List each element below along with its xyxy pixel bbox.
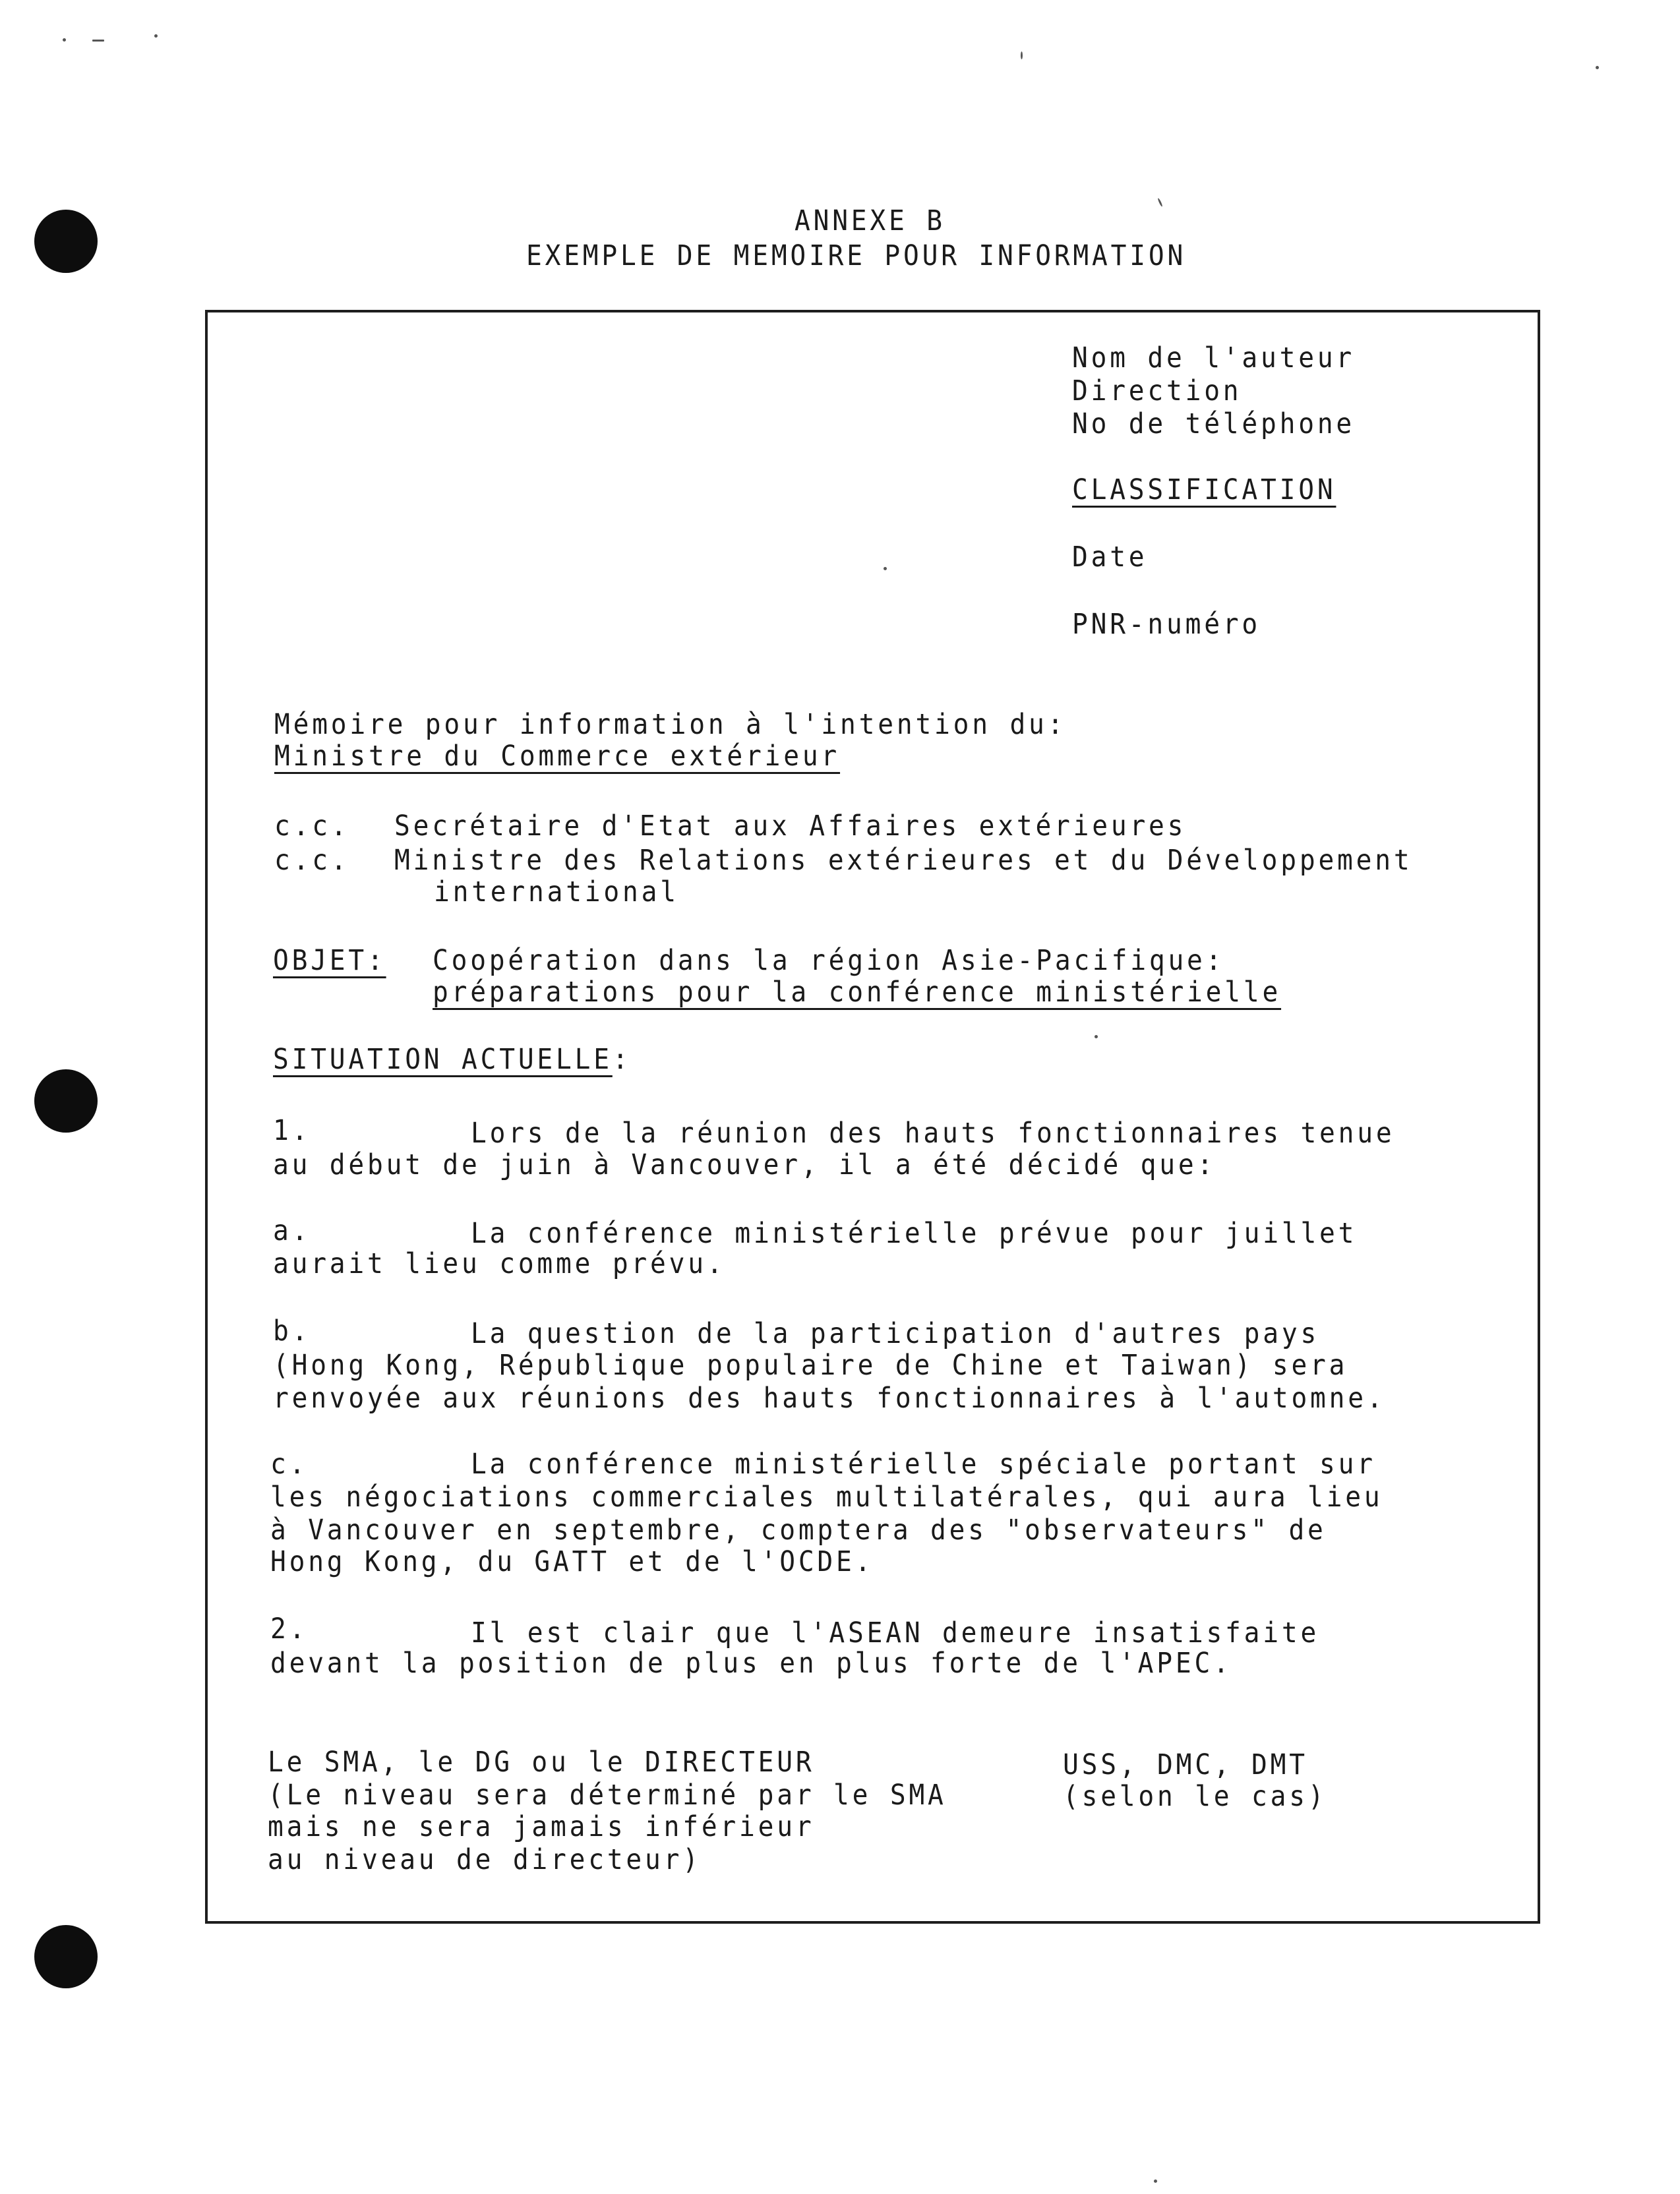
binder-hole (34, 1069, 98, 1133)
paragraph-line: devant la position de plus en plus forte de l'APEC. (270, 1647, 1232, 1680)
addressee-intro: Mémoire pour information à l'intention du: (274, 708, 1067, 741)
document-title: EXEMPLE DE MEMOIRE POUR INFORMATION (526, 239, 1187, 272)
author-division: Direction (1072, 374, 1242, 407)
binder-hole (34, 1925, 98, 1988)
signature-line: au niveau de directeur) (268, 1843, 702, 1876)
paragraph-line: les négociations commerciales multilatérales, qui aura lieu (270, 1481, 1383, 1514)
paragraph-marker: b. (273, 1315, 311, 1348)
scan-speck (63, 38, 66, 42)
paragraph-line: au début de juin à Vancouver, il a été décidé que: (273, 1148, 1216, 1181)
annex-label: ANNEXE B (795, 204, 945, 237)
situation-heading (273, 1043, 631, 1076)
paragraph-marker: c. (270, 1448, 309, 1481)
cc-recipient: Ministre des Relations extérieures et du Développement (394, 844, 1413, 877)
paragraph-first-line: La conférence ministérielle spéciale portant sur (471, 1448, 1376, 1481)
situation-heading-colon: : (612, 1043, 632, 1076)
paragraph-line: aurait lieu comme prévu. (273, 1247, 726, 1280)
signature-line: Le SMA, le DG ou le DIRECTEUR (268, 1746, 815, 1779)
scan-speck (1021, 51, 1023, 59)
classification-label: CLASSIFICATION (1072, 473, 1336, 506)
signatory-line: (selon le cas) (1063, 1780, 1327, 1813)
signature-line: (Le niveau sera déterminé par le SMA (268, 1779, 947, 1812)
subject-line: Coopération dans la région Asie-Pacifique: (433, 944, 1225, 977)
paragraph-first-line: Il est clair que l'ASEAN demeure insatisfaite (471, 1616, 1320, 1649)
paragraph-first-line: Lors de la réunion des hauts fonctionnaires tenue (471, 1117, 1395, 1150)
scan-speck (154, 34, 158, 38)
paragraph-line: renvoyée aux réunions des hauts fonctionnaires à l'automne. (273, 1382, 1386, 1415)
signatory-line: USS, DMC, DMT (1063, 1748, 1308, 1781)
scan-speck (1596, 66, 1599, 69)
subject-line: préparations pour la conférence ministérielle (433, 976, 1282, 1009)
paragraph-first-line: La conférence ministérielle prévue pour juillet (471, 1217, 1358, 1250)
author-phone: No de téléphone (1072, 407, 1356, 440)
cc-prefix: c.c. (274, 810, 350, 843)
author-name: Nom de l'auteur (1072, 341, 1356, 374)
cc-recipient: Secrétaire d'Etat aux Affaires extérieures (394, 810, 1187, 843)
paragraph-line: Hong Kong, du GATT et de l'OCDE. (270, 1545, 874, 1578)
binder-hole (34, 210, 98, 273)
paragraph-marker: 1. (273, 1114, 311, 1147)
situation-heading-text: SITUATION ACTUELLE (273, 1043, 613, 1076)
signature-line: mais ne sera jamais inférieur (268, 1810, 815, 1843)
scan-speck (1157, 198, 1163, 207)
scan-speck (1154, 2179, 1157, 2183)
paragraph-marker: 2. (270, 1613, 309, 1646)
cc-prefix: c.c. (274, 844, 350, 877)
paragraph-line: à Vancouver en septembre, comptera des "observateurs" de (270, 1514, 1327, 1547)
scan-speck (92, 40, 104, 42)
subject-label: OBJET: (273, 944, 386, 977)
addressee-minister: Ministre du Commerce extérieur (274, 740, 841, 773)
paragraph-marker: a. (273, 1214, 311, 1247)
cc-recipient-continuation: international (434, 875, 679, 908)
memo-date: Date (1072, 541, 1148, 574)
paragraph-first-line: La question de la participation d'autres pays (471, 1317, 1320, 1350)
reference-number: PNR-numéro (1072, 608, 1261, 641)
paragraph-line: (Hong Kong, République populaire de Chine et Taiwan) sera (273, 1349, 1348, 1382)
